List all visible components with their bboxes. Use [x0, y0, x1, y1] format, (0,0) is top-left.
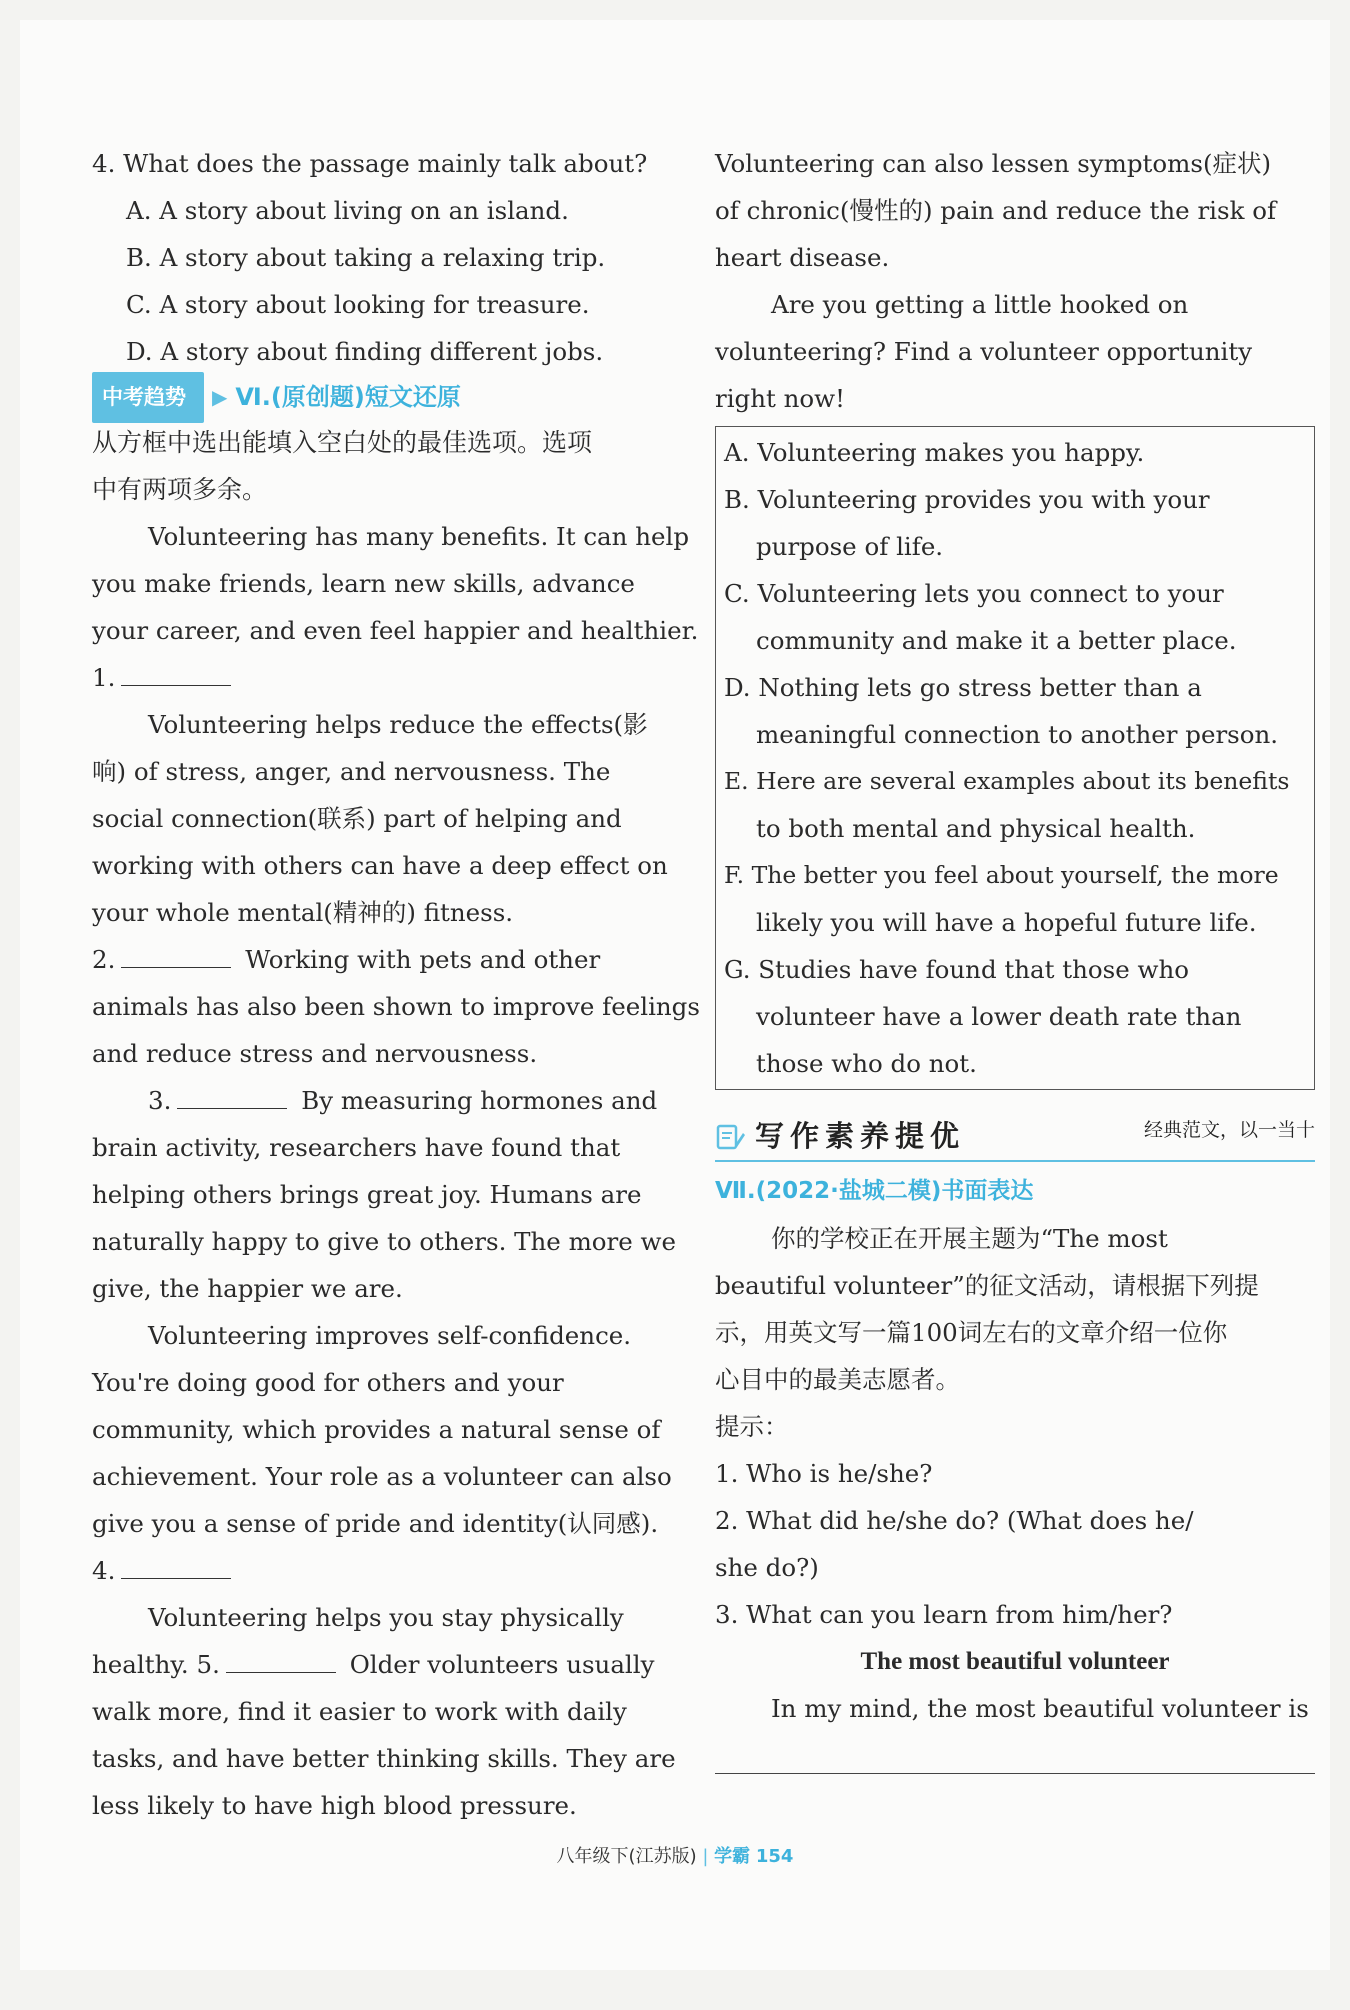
right-column: [715, 140, 1315, 1774]
passage-line: Volunteering has many benefits. It can help: [148, 522, 690, 551]
passage-line: Are you getting a little hooked on: [771, 290, 1189, 319]
notepad-pen-icon: [715, 1121, 745, 1153]
blank-1-line: 1.: [92, 654, 682, 701]
writing-subtitle: 经典范文，以一当十: [1143, 1119, 1315, 1141]
box-option-d-cont: meaningful connection to another person.: [756, 720, 1279, 749]
answer-blank-1[interactable]: [121, 663, 231, 686]
question-4: 4. What does the passage mainly talk about?: [92, 149, 648, 178]
passage-line: give, the happier we are.: [92, 1274, 403, 1303]
box-option-g-cont2: those who do not.: [756, 1049, 977, 1078]
section-6-header: [92, 375, 682, 419]
essay-start: In my mind, the most beautiful volunteer is: [771, 1694, 1309, 1723]
options-box: [715, 426, 1315, 1090]
answer-blank-4[interactable]: [121, 1556, 231, 1579]
passage-line: community, which provides a natural sense of: [92, 1415, 661, 1444]
passage-line: your career, and even feel happier and healthier.: [92, 616, 699, 645]
box-option-c-cont: community and make it a better place.: [756, 626, 1237, 655]
passage-line: achievement. Your role as a volunteer can also: [92, 1462, 672, 1491]
writing-title: 写作素养提优: [755, 1119, 966, 1153]
passage-line: volunteering? Find a volunteer opportunity: [715, 337, 1253, 366]
box-option-c: C. Volunteering lets you connect to your: [724, 579, 1224, 608]
hint-label: 提示：: [715, 1412, 789, 1441]
blank-3-line: 3. By measuring hormones and: [148, 1086, 658, 1115]
passage-line: brain activity, researchers have found that: [92, 1133, 621, 1162]
passage-line: heart disease.: [715, 243, 890, 272]
writing-header: [715, 1108, 1315, 1162]
passage-line: you make friends, learn new skills, advance: [92, 569, 635, 598]
instruction-line-1: 从方框中选出能填入空白处的最佳选项。选项: [92, 428, 593, 457]
box-option-f: F. The better you feel about yourself, the more: [724, 861, 1279, 889]
box-option-e-cont: to both mental and physical health.: [756, 814, 1196, 843]
section-7-title: Ⅶ.(2022·盐城二模)书面表达: [715, 1178, 1034, 1204]
passage-line: your whole mental(精神的) fitness.: [92, 898, 514, 927]
hint-3: 3. What can you learn from him/her?: [715, 1600, 1173, 1629]
box-option-b: B. Volunteering provides you with your: [724, 485, 1210, 514]
box-option-e: E. Here are several examples about its benefits: [724, 767, 1290, 795]
trend-tag: 中考趋势: [92, 372, 204, 423]
passage-line: Volunteering improves self-confidence.: [148, 1321, 632, 1350]
passage-line: Volunteering helps you stay physically: [148, 1603, 624, 1632]
box-option-a: A. Volunteering makes you happy.: [724, 438, 1145, 467]
blank-4-line: 4.: [92, 1547, 682, 1594]
hint-2-cont: she do?): [715, 1553, 819, 1582]
passage-line: helping others brings great joy. Humans are: [92, 1180, 642, 1209]
essay-title: The most beautiful volunteer: [860, 1648, 1170, 1675]
answer-blank-3[interactable]: [177, 1086, 287, 1109]
left-column: [92, 140, 700, 1829]
passage-line: and reduce stress and nervousness.: [92, 1039, 538, 1068]
passage-line: walk more, find it easier to work with daily: [92, 1697, 627, 1726]
passage-line: give you a sense of pride and identity(认同感).: [92, 1509, 659, 1538]
box-option-d: D. Nothing lets go stress better than a: [724, 673, 1202, 702]
section-6-title: Ⅵ.(原创题)短文还原: [235, 382, 461, 411]
passage-line: tasks, and have better thinking skills. They are: [92, 1744, 676, 1773]
passage-line: 响) of stress, anger, and nervousness. The: [92, 757, 611, 786]
prompt-line: 你的学校正在开展主题为“The most: [771, 1224, 1168, 1253]
prompt-line: beautiful volunteer”的征文活动，请根据下列提: [715, 1271, 1259, 1300]
passage-line: less likely to have high blood pressure.: [92, 1791, 577, 1820]
passage-line: working with others can have a deep effect on: [92, 851, 668, 880]
prompt-line: 心目中的最美志愿者。: [715, 1365, 960, 1394]
hint-1: 1. Who is he/she?: [715, 1459, 933, 1488]
passage-line: Volunteering helps reduce the effects(影: [148, 710, 648, 739]
option-a: A. A story about living on an island.: [126, 196, 569, 225]
chevron-right-icon: ▶: [212, 384, 228, 409]
option-d: D. A story about finding different jobs.: [126, 337, 604, 366]
box-option-b-cont: purpose of life.: [756, 532, 944, 561]
option-c: C. A story about looking for treasure.: [126, 290, 590, 319]
passage-line: Volunteering can also lessen symptoms(症状): [715, 149, 1272, 178]
workbook-page: [20, 20, 1330, 1970]
page-number: 154: [755, 1846, 794, 1867]
answer-blank-2[interactable]: [121, 945, 231, 968]
blank-5-line: healthy. 5. Older volunteers usually: [92, 1650, 655, 1679]
passage-line: animals has also been shown to improve feelings: [92, 992, 700, 1021]
hint-2: 2. What did he/she do? (What does he/: [715, 1506, 1194, 1535]
writing-answer-line[interactable]: [715, 1772, 1315, 1774]
brand-label: 学霸: [714, 1846, 751, 1867]
passage-line: right now!: [715, 384, 845, 413]
box-option-g: G. Studies have found that those who: [724, 955, 1190, 984]
answer-blank-5[interactable]: [226, 1650, 336, 1673]
box-option-f-cont: likely you will have a hopeful future life.: [756, 908, 1257, 937]
box-option-g-cont: volunteer have a lower death rate than: [756, 1002, 1242, 1031]
blank-2-line: 2. Working with pets and other: [92, 945, 601, 974]
passage-line: social connection(联系) part of helping and: [92, 804, 622, 833]
grade-label: 八年级下(江苏版): [556, 1846, 697, 1867]
instruction-line-2: 中有两项多余。: [92, 475, 268, 504]
passage-line: naturally happy to give to others. The more we: [92, 1227, 677, 1256]
passage-line: You're doing good for others and your: [92, 1368, 564, 1397]
option-b: B. A story about taking a relaxing trip.: [126, 243, 606, 272]
passage-line: of chronic(慢性的) pain and reduce the risk of: [715, 196, 1277, 225]
page-footer: 八年级下(江苏版) | 学霸 154: [556, 1846, 794, 1867]
prompt-line: 示，用英文写一篇100词左右的文章介绍一位你: [715, 1318, 1228, 1347]
